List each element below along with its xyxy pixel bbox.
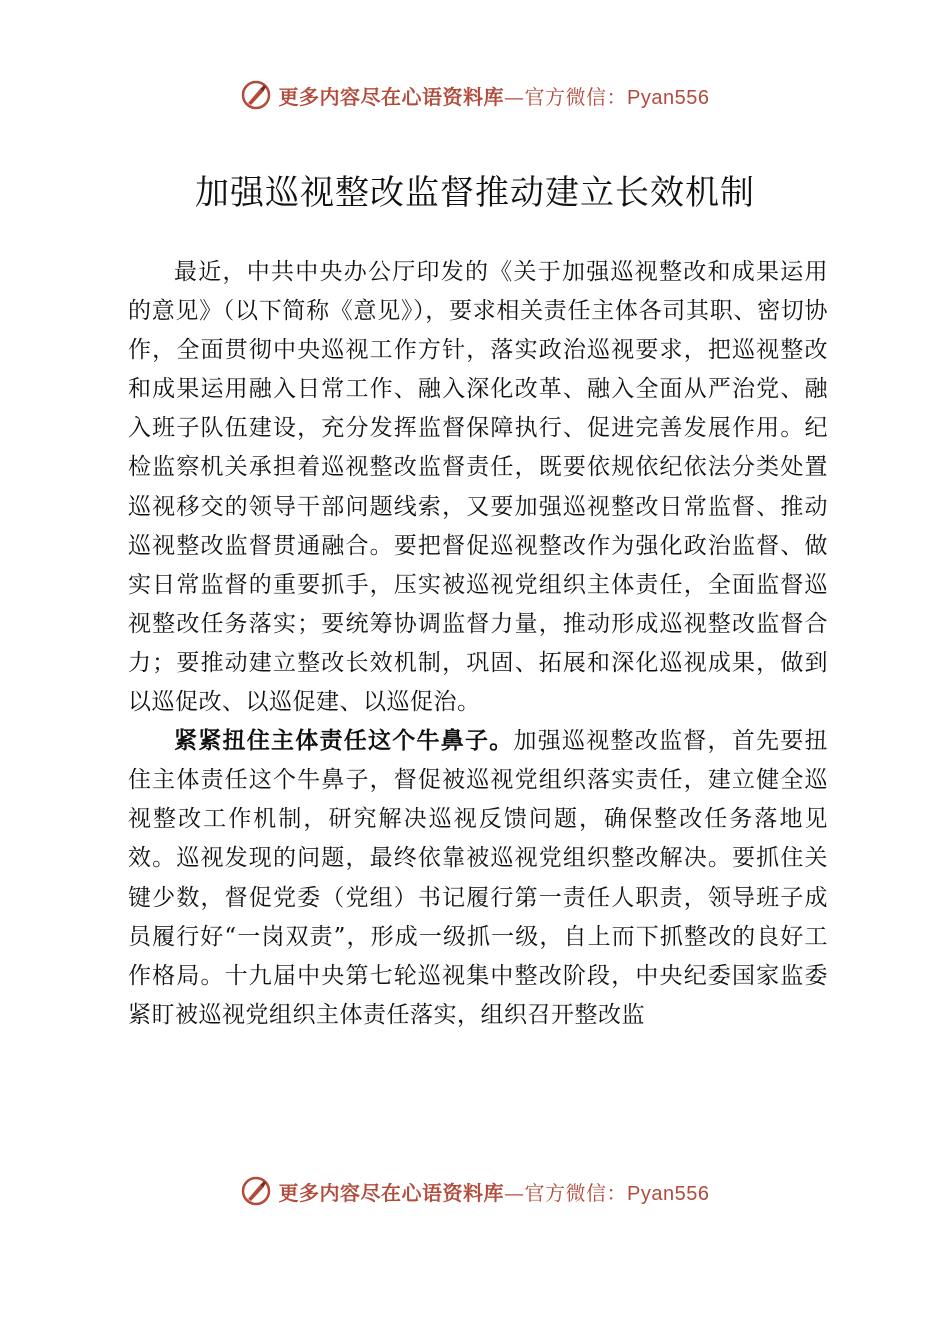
banner-wechat-id: Pyan556: [627, 86, 710, 109]
article-body: [128, 253, 828, 1035]
banner-text: [279, 81, 710, 110]
paragraph-2-lead: 紧紧扭住主体责任这个牛鼻子。: [174, 728, 514, 755]
pen-logo-icon: [241, 80, 271, 110]
banner-separator: —: [504, 84, 525, 109]
paragraph-1: [128, 253, 828, 722]
pen-logo-icon: [241, 1176, 271, 1206]
banner-official-label: 官方微信：: [524, 84, 628, 109]
paragraph-1-text: 最近，中共中央办公厅印发的《关于加强巡视整改和成果运用的意见》（以下简称《意见》），要求相关责任主体各司其职、密切协作，全面贯彻中央巡视工作方针，落实政治巡视要求，把巡视整改和成果运用融入日常工作、融入深化改革、融入全面从严治党、融入班子队伍建设，充分发挥监督保障执行、促进完善发展作用。纪检监察机关承担着巡视整改监督责任，既要依规依纪依法分类处置巡视移交的领导干部问题线索，又要加强巡视整改日常监督、推动巡视整改监督贯通融合。要把督促巡视整改作为强化政治监督、做实日常监督的重要抓手，压实被巡视党组织主体责任，全面监督巡视整改任务落实；要统筹协调监督力量，推动形成巡视整改监督合力；要推动建立整改长效机制，巩固、拓展和深化巡视成果，做到以巡促改、以巡促建、以巡促治。: [128, 259, 828, 716]
banner-main-text: 更多内容尽在心语资料库: [278, 84, 505, 109]
footer-banner: [0, 1166, 950, 1216]
banner-text: [279, 1177, 710, 1206]
banner-separator: —: [504, 1180, 525, 1205]
paragraph-2: [128, 722, 828, 1035]
banner-official-label: 官方微信：: [524, 1180, 628, 1205]
paragraph-2-text: 加强巡视整改监督，首先要扭住主体责任这个牛鼻子，督促被巡视党组织落实责任，建立健全巡视整改工作机制，研究解决巡视反馈问题，确保整改任务落地见效。巡视发现的问题，最终依靠被巡视党组织整改解决。要抓住关键少数，督促党委（党组）书记履行第一责任人职责，领导班子成员履行好“一岗双责”，形成一级抓一级，自上而下抓整改的良好工作格局。十九届中央第七轮巡视集中整改阶段，中央纪委国家监委紧盯被巡视党组织主体责任落实，组织召开整改监: [128, 728, 828, 1028]
banner-main-text: 更多内容尽在心语资料库: [278, 1180, 505, 1205]
banner-wechat-id: Pyan556: [627, 1182, 710, 1205]
page-title: 加强巡视整改监督推动建立长效机制: [195, 173, 755, 213]
header-banner: [0, 70, 950, 120]
